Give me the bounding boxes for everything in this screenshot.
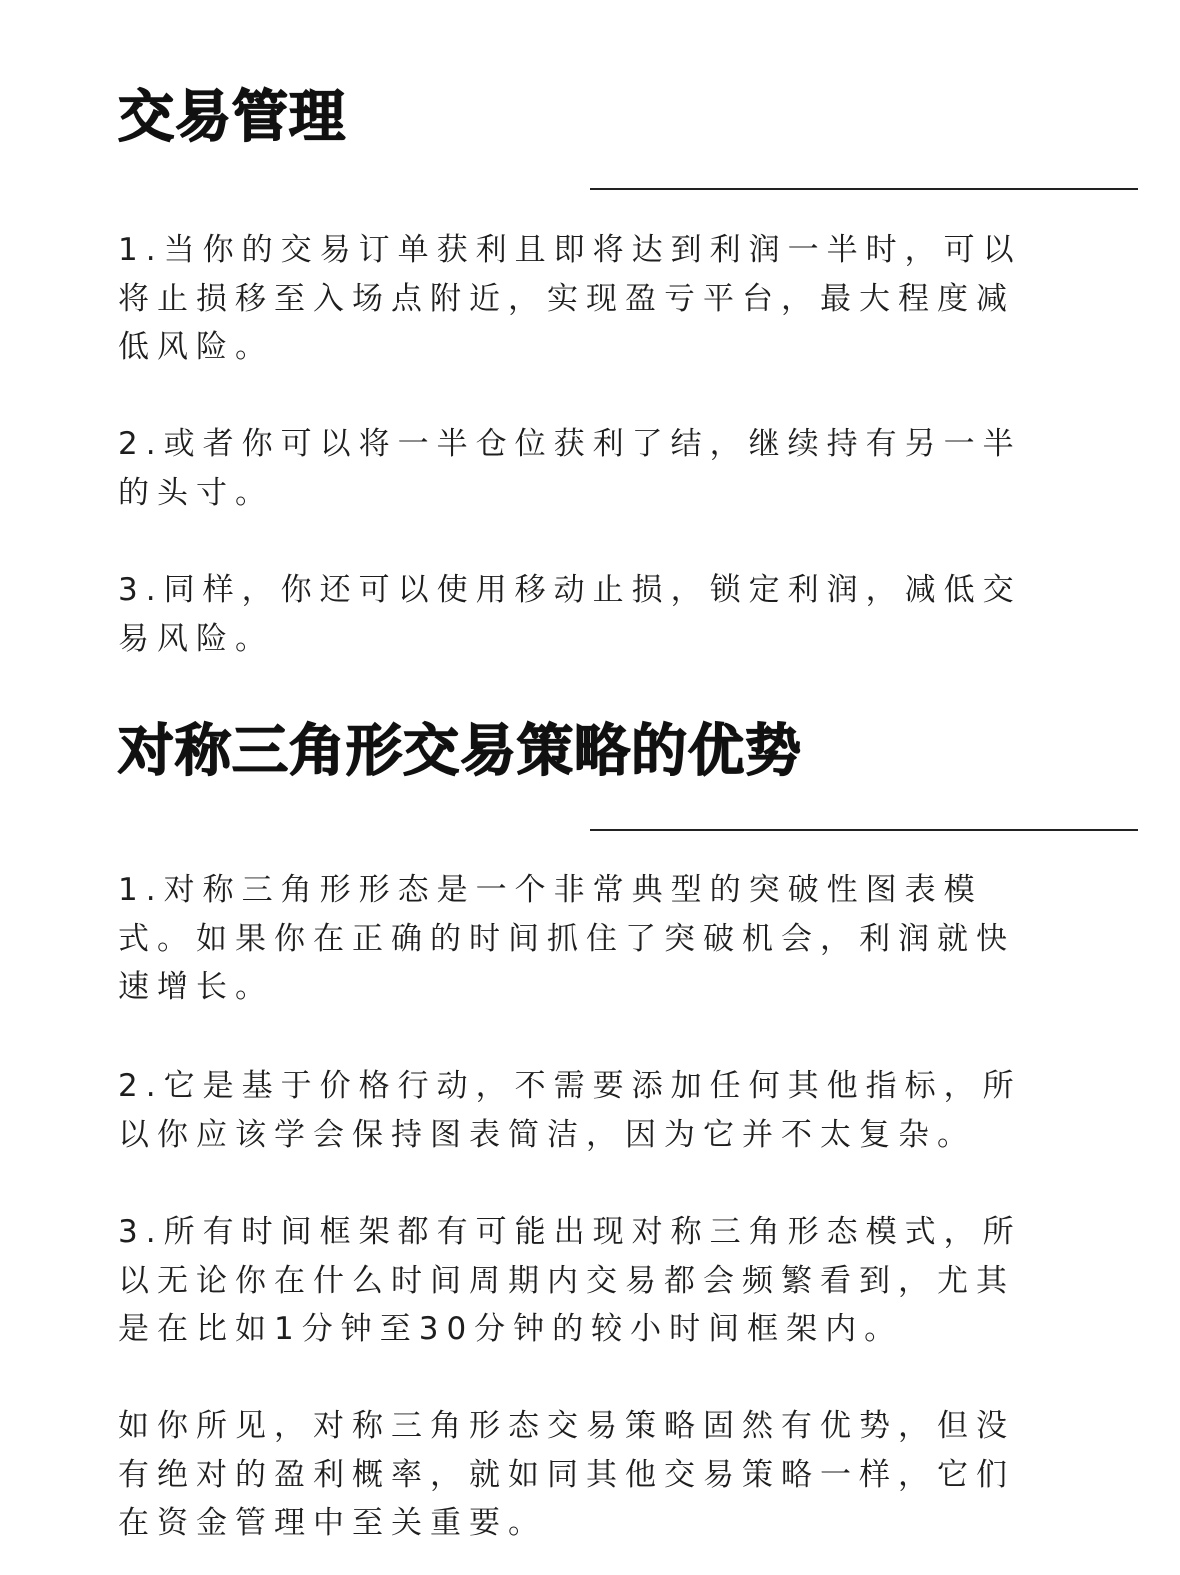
paragraph-item-1: 1.对称三角形形态是一个非常典型的突破性图表模式。如果你在正确的时间抓住了突破机会，利润就快速增长。 [118, 872, 1015, 1005]
paragraph-item-2: 2.或者你可以将一半仓位获利了结，继续持有另一半的头寸。 [118, 426, 1022, 511]
section-heading-trade-management: 交易管理 [118, 85, 346, 150]
paragraph-item-3: 3.同样，你还可以使用移动止损，锁定利润，减低交易风险。 [118, 572, 1022, 657]
conclusion-paragraph: 如你所见，对称三角形态交易策略固然有优势，但没有绝对的盈利概率，就如同其他交易策略一样，它们在资金管理中至关重要。 [118, 1408, 1015, 1541]
section-divider [590, 829, 1138, 831]
paragraph-item-2: 2.它是基于价格行动，不需要添加任何其他指标，所以你应该学会保持图表简洁，因为它并不太复杂。 [118, 1068, 1022, 1153]
paragraph-item-3: 3.所有时间框架都有可能出现对称三角形态模式，所以无论你在什么时间周期内交易都会频繁看到，尤其是在比如1分钟至30分钟的较小时间框架内。 [118, 1214, 1022, 1347]
paragraph-item-1: 1.当你的交易订单获利且即将达到利润一半时，可以将止损移至入场点附近，实现盈亏平台，最大程度减低风险。 [118, 232, 1022, 365]
section-divider [590, 188, 1138, 190]
section-heading-advantages: 对称三角形交易策略的优势 [118, 719, 802, 784]
